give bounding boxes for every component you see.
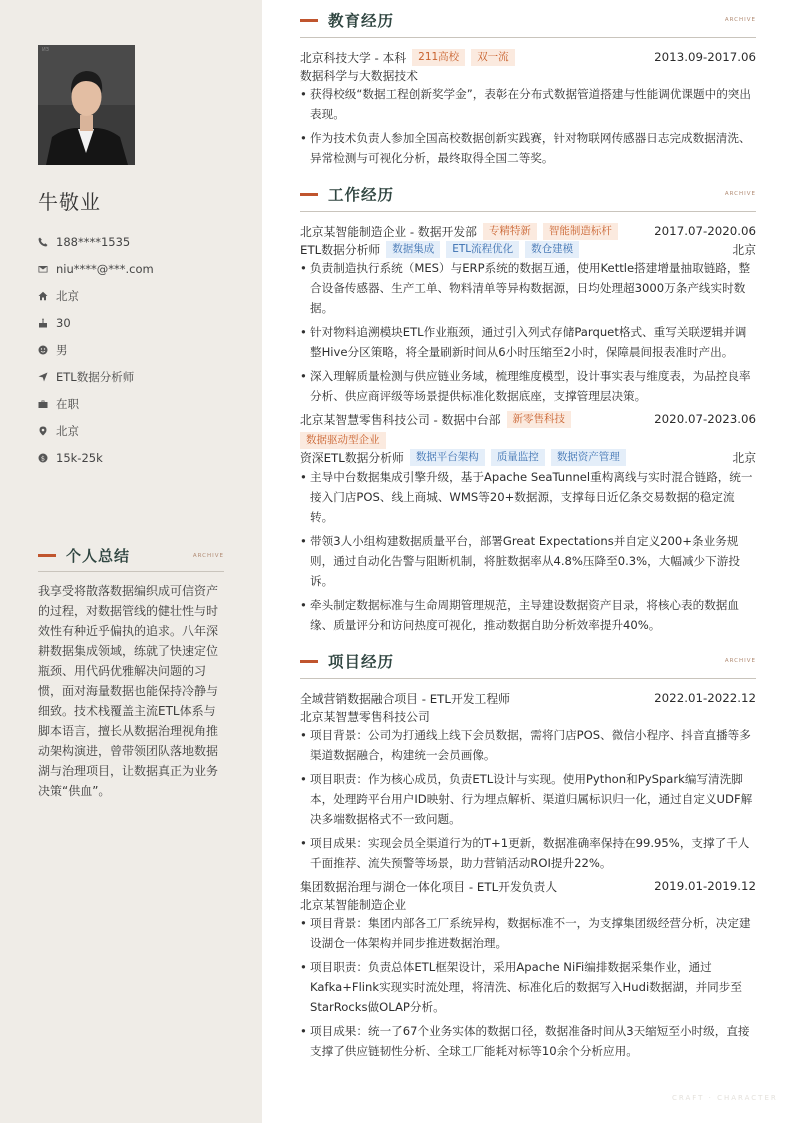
job-bullet: • 针对物料追溯模块ETL作业瓶颈，通过引入列式存储Parquet格式、重写关联逻辑并调整Hive分区策略，将全量刷新时间从6小时压缩至2小时，保障晨间报表准时产出。 [300,322,756,362]
profile-photo [38,45,135,165]
education-section-header [300,8,756,38]
job-period: 2017.07-2020.06 [654,224,756,238]
project-name: 全域营销数据融合项目 - ETL开发工程师 [300,691,510,706]
project-title-row [300,877,756,895]
candidate-name: 牛敬业 [38,190,101,214]
project-org: 北京某智能制造企业 [300,897,407,912]
company-tag: 专精特新 [483,223,537,240]
company-tag: 新零售科技 [507,411,572,428]
svg-text:$: $ [40,453,46,462]
section-title: 教育经历 [328,12,395,30]
section-accent-bar [300,19,318,22]
projects-section-header [300,649,756,679]
job-role-row [300,448,756,466]
section-title: 项目经历 [328,653,395,671]
job-role-row [300,240,756,258]
company-tag: 数据驱动型企业 [300,432,386,449]
contact-location: 北京 [38,417,238,444]
briefcase-icon [38,399,56,409]
job-city: 北京 [732,450,756,465]
face-icon [38,345,56,355]
job-bullet: • 牵头制定数据标准与生命周期管理规范，主导建设数据资产目录，将核心表的数据血缘、质量评分和访问热度可视化，推动数据自助分析效率提升40%。 [300,595,756,635]
contact-gender: 男 [38,336,238,363]
archive-label: ARCHIVE [724,658,756,664]
section-accent-bar [300,193,318,196]
project-org-row [300,895,756,913]
job-city: 北京 [732,242,756,257]
section-title: 工作经历 [328,186,395,204]
education-school-row [300,48,756,66]
skill-tag: 数据平台架构 [410,449,485,466]
school-tag: 211高校 [412,49,465,66]
contact-salary: $ 15k-25k [38,444,238,471]
project-bullet: • 项目职责：作为核心成员，负责ETL设计与实现。使用Python和PySpark编写清洗脚本，处理跨平台用户ID映射、行为埋点解析、渠道归属标识归一化，通过自定义UDF解决多端数据格式不一致问题。 [300,769,756,829]
school-tag: 双一流 [471,49,515,66]
section-accent-bar [300,660,318,663]
contact-list [38,228,238,471]
contact-position: ETL数据分析师 [38,363,238,390]
major: 数据科学与大数据技术 [300,68,418,83]
job-bullet: • 主导中台数据集成引擎升级，基于Apache SeaTunnel重构离线与实时混合链路，统一接入门店POS、线上商城、WMS等20+数据源，支撑每日近亿条交易数据的稳定流转。 [300,467,756,527]
skill-tag: 质量监控 [491,449,545,466]
project-period: 2022.01-2022.12 [654,691,756,705]
archive-label: ARCHIVE [724,191,756,197]
skill-tag: 数仓建模 [525,241,579,258]
section-title: 个人总结 [66,547,131,565]
mail-icon [38,264,56,274]
contact-email: niu****@***.com [38,255,238,282]
archive-label: ARCHIVE [724,17,756,23]
contact-phone: 188****1535 [38,228,238,255]
job-company-tag-row [300,431,756,449]
skill-tag: ETL流程优化 [446,241,519,258]
education-period: 2013.09-2017.06 [654,50,756,64]
project-period: 2019.01-2019.12 [654,879,756,893]
project-name: 集团数据治理与湖仓一体化项目 - ETL开发负责人 [300,879,558,894]
job-bullet: • 负责制造执行系统（MES）与ERP系统的数据互通，使用Kettle搭建增量抽取链路，整合设备传感器、生产工单、物料清单等异构数据源，日均处理超3000万条产线实时数据。 [300,258,756,318]
project-bullet: • 项目成果：统一了67个业务实体的数据口径，数据准备时间从3天缩短至小时级，直接支撑了供应链韧性分析、全球工厂能耗对标等10余个分析应用。 [300,1021,756,1061]
job-role: ETL数据分析师 [300,242,381,257]
work-section-header [300,182,756,212]
contact-age: 30 [38,309,238,336]
skill-tag: 数据资产管理 [551,449,626,466]
skill-tag: 数据集成 [386,241,440,258]
company-name: 北京某智慧零售科技公司 - 数据中台部 [300,412,501,427]
send-icon [38,372,56,382]
summary-section-header [38,545,224,572]
cake-icon [38,318,56,328]
project-org-row [300,707,756,725]
company-tag: 智能制造标杆 [543,223,618,240]
school-name: 北京科技大学 - 本科 [300,50,407,65]
project-org: 北京某智慧零售科技公司 [300,709,430,724]
company-name: 北京某智能制造企业 - 数据开发部 [300,224,477,239]
education-bullet: • 作为技术负责人参加全国高校数据创新实践赛，针对物联网传感器日志完成数据清洗、异常检测与可视化分析，最终取得全国二等奖。 [300,128,756,168]
project-bullet: • 项目职责：负责总体ETL框架设计，采用Apache NiFi编排数据采集作业，通过Kafka+Flink实现实时流处理，将清洗、标准化后的数据写入Hudi数据湖，并同步至StarRocks做OLAP分析。 [300,957,756,1017]
education-bullet: • 获得校级“数据工程创新奖学金”，表彰在分布式数据管道搭建与性能调优课题中的突出表现。 [300,84,756,124]
contact-home: 北京 [38,282,238,309]
location-pin-icon [38,426,56,436]
job-period: 2020.07-2023.06 [654,412,756,426]
job-bullet: • 深入理解质量检测与供应链业务域，梳理维度模型，设计事实表与维度表，为品控良率分析、供应商评级等场景提供标准化数据底座，支撑管理层决策。 [300,366,756,406]
sidebar [0,0,262,1123]
home-icon [38,291,56,301]
job-bullet: • 带领3人小组构建数据质量平台，部署Great Expectations并自定义200+条业务规则，通过自动化告警与阻断机制，将脏数据率从4.8%压降至0.3%，大幅减少下游投诉。 [300,531,756,591]
education-major-row [300,66,756,84]
contact-status: 在职 [38,390,238,417]
watermark: CRAFT · CHARACTER [672,1094,778,1102]
archive-label: ARCHIVE [192,552,224,559]
project-title-row [300,689,756,707]
project-bullet: • 项目背景：集团内部各工厂系统异构，数据标准不一，为支撑集团级经营分析，决定建设湖仓一体架构并同步推进数据治理。 [300,913,756,953]
project-bullet: • 项目成果：实现会员全渠道行为的T+1更新，数据准确率保持在99.95%，支撑了千人千面推荐、流失预警等场景，助力营销活动ROI提升22%。 [300,833,756,873]
phone-icon [38,237,56,247]
job-company-row [300,410,756,428]
job-company-row [300,222,756,240]
section-accent-bar [38,554,56,557]
job-role: 资深ETL数据分析师 [300,450,404,465]
summary-text: 我享受将散落数据编织成可信资产的过程，对数据管线的健壮性与时效性有种近乎偏执的追求。八年深耕数据集成领域，练就了快速定位瓶颈、用代码优雅解决问题的习惯，面对海量数据也能保持冷静与细致。技术栈覆盖主流ETL体系与脚本语言，擅长从数据治理视角推动架构演进，曾带领团队落地数据湖与治理项目，让数据真正为业务决策“供血”。 [38,584,219,798]
project-bullet: • 项目背景：公司为打通线上线下会员数据，需将门店POS、微信小程序、抖音直播等多渠道数据融合，构建统一会员画像。 [300,725,756,765]
svg-text:ИЗ: ИЗ [42,47,49,53]
money-icon [38,453,56,463]
portrait-image [38,45,135,165]
